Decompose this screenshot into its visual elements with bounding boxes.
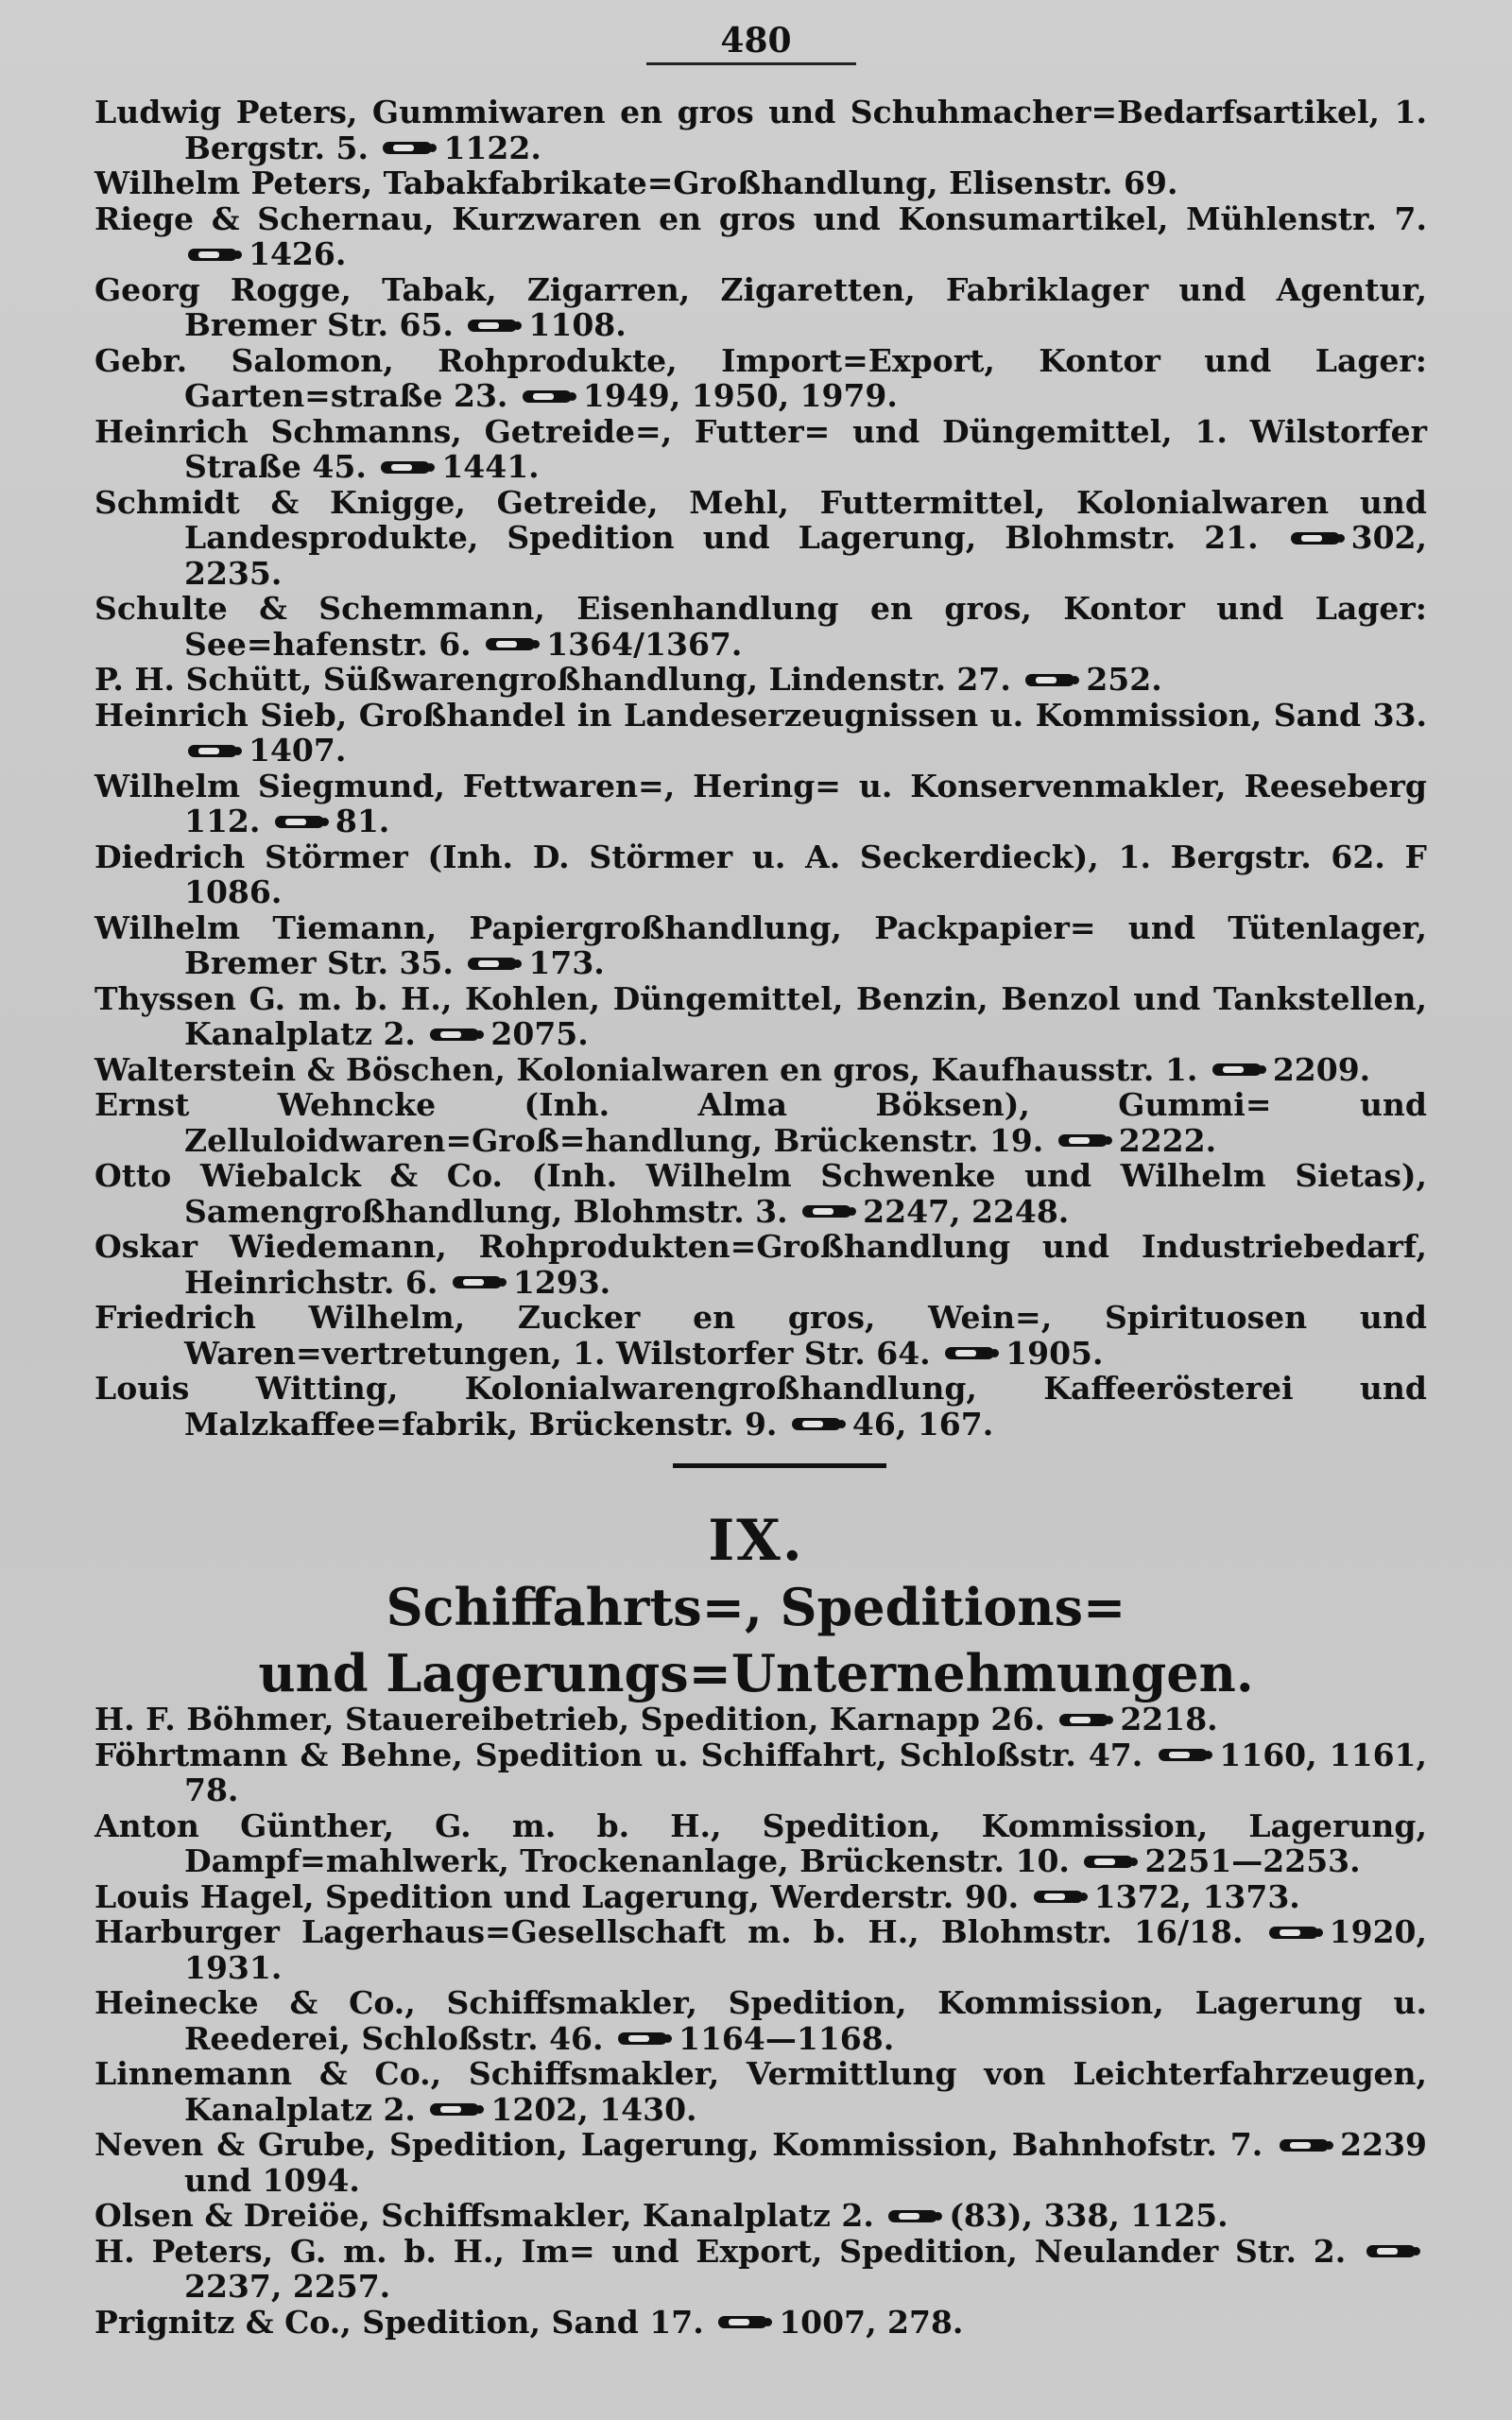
section-divider xyxy=(673,1463,886,1468)
telephone-icon xyxy=(1034,1891,1083,1903)
telephone-icon xyxy=(430,1028,479,1041)
directory-entry xyxy=(94,662,1427,698)
entry-text: Louis Witting, Kolonialwarengroßhandlung, Kaffeerösterei und Malzkaffee=fabrik, Brückenstr. 9. xyxy=(94,1370,1427,1443)
entry-text: Föhrtmann & Behne, Spedition u. Schiffahrt, Schloßstr. 47. xyxy=(94,1736,1143,1773)
business-listing-top xyxy=(94,95,1427,1442)
directory-entry xyxy=(94,201,1427,272)
entry-text: Prignitz & Co., Spedition, Sand 17. xyxy=(94,2303,704,2341)
entry-text: Heinrich Sieb, Großhandel in Landeserzeugnissen u. Kommission, Sand 33. xyxy=(94,696,1427,734)
entry-text: Otto Wiebalck & Co. (Inh. Wilhelm Schwenke und Wilhelm Sietas), Samengroßhandlung, Blohmstr. 3. xyxy=(94,1157,1427,1230)
telephone-icon xyxy=(1291,532,1340,544)
telephone-icon xyxy=(430,2103,479,2116)
directory-entry xyxy=(94,591,1427,662)
directory-entry xyxy=(94,1879,1427,1915)
directory-entry xyxy=(94,1702,1427,1737)
entry-text: H. Peters, G. m. b. H., Im= und Export, Spedition, Neulander Str. 2. xyxy=(94,2232,1347,2270)
telephone-icon xyxy=(1280,2139,1329,2152)
telephone-icon xyxy=(381,461,430,474)
entry-phone: 1426. xyxy=(249,235,347,272)
directory-entry xyxy=(94,1052,1427,1088)
section-title-line-1: Schiffahrts=, Speditions= xyxy=(386,1577,1126,1637)
entry-phone: 2239 und 1094. xyxy=(184,2126,1427,2199)
telephone-icon xyxy=(1269,1927,1318,1939)
entry-text: Ernst Wehncke (Inh. Alma Böksen), Gummi= und Zelluloidwaren=Groß=handlung, Brückenstr. 19. xyxy=(94,1086,1427,1159)
directory-entry xyxy=(94,910,1427,981)
entry-text: Linnemann & Co., Schiffsmakler, Vermittlung von Leichterfahrzeugen, Kanalplatz 2. xyxy=(94,2055,1427,2128)
entry-phone: 1007, 278. xyxy=(779,2303,964,2341)
entry-text: Neven & Grube, Spedition, Lagerung, Kommission, Bahnhofstr. 7. xyxy=(94,2126,1263,2163)
entry-text: Wilhelm Tiemann, Papiergroßhandlung, Packpapier= und Tütenlager, Bremer Str. 35. xyxy=(94,908,1427,981)
directory-entry xyxy=(94,2234,1427,2305)
entry-phone: 1364/1367. xyxy=(546,625,743,663)
entry-phone: 1949, 1950, 1979. xyxy=(582,377,898,414)
telephone-icon xyxy=(468,320,517,332)
entry-text: Heinecke & Co., Schiffsmakler, Spedition, Kommission, Lagerung u. Reederei, Schloßstr. 46. xyxy=(94,1984,1427,2057)
telephone-icon xyxy=(1084,1856,1133,1868)
entry-phone: 1407. xyxy=(249,732,347,769)
directory-entry xyxy=(94,2056,1427,2127)
telephone-icon xyxy=(945,1347,994,1359)
directory-entry xyxy=(94,1985,1427,2056)
entry-text: Georg Rogge, Tabak, Zigarren, Zigaretten, Fabriklager und Agentur, Bremer Str. 65. xyxy=(94,270,1427,343)
directory-entry xyxy=(94,1808,1427,1879)
entry-text: Friedrich Wilhelm, Zucker en gros, Wein=, Spirituosen und Waren=vertretungen, 1. Wilstorfer Str. 64. xyxy=(94,1299,1427,1372)
directory-entry xyxy=(94,414,1427,485)
telephone-icon xyxy=(1366,2245,1416,2257)
telephone-icon xyxy=(1059,1714,1108,1726)
section-title-line-2: und Lagerungs=Unternehmungen. xyxy=(258,1643,1254,1703)
entry-phone: 1920, 1931. xyxy=(184,1913,1427,1986)
directory-entry xyxy=(94,1737,1427,1808)
telephone-icon xyxy=(1212,1063,1262,1076)
directory-entry xyxy=(94,698,1427,769)
entry-phone: 1293. xyxy=(512,1263,611,1301)
directory-entry xyxy=(94,1158,1427,1229)
entry-text: Diedrich Störmer (Inh. D. Störmer u. A. Seckerdieck), 1. Bergstr. 62. F 1086. xyxy=(94,838,1427,910)
entry-phone: 2209. xyxy=(1272,1050,1371,1088)
directory-entry xyxy=(94,1371,1427,1442)
directory-entry xyxy=(94,2305,1427,2341)
entry-text: Thyssen G. m. b. H., Kohlen, Düngemittel, Benzin, Benzol und Tankstellen, Kanalplatz 2. xyxy=(94,979,1427,1052)
directory-entry xyxy=(94,1229,1427,1300)
telephone-icon xyxy=(792,1418,841,1430)
entry-phone: 2222. xyxy=(1118,1121,1217,1159)
entry-text: Riege & Schernau, Kurzwaren en gros und Konsumartikel, Mühlenstr. 7. xyxy=(94,199,1427,237)
entry-phone: 2247, 2248. xyxy=(863,1192,1070,1230)
telephone-icon xyxy=(188,249,237,261)
entry-text: Wilhelm Peters, Tabakfabrikate=Großhandlung, Elisenstr. 69. xyxy=(94,164,1178,201)
directory-entry xyxy=(94,343,1427,414)
entry-text: H. F. Böhmer, Stauereibetrieb, Spedition, Karnapp 26. xyxy=(94,1701,1045,1737)
entry-text: Oskar Wiedemann, Rohprodukten=Großhandlung und Industriebedarf, Heinrichstr. 6. xyxy=(94,1228,1427,1301)
telephone-icon xyxy=(1159,1749,1208,1761)
entry-text: Heinrich Schmanns, Getreide=, Futter= und Düngemittel, 1. Wilstorfer Straße 45. xyxy=(94,412,1427,485)
entry-phone: 1202, 1430. xyxy=(490,2090,697,2128)
telephone-icon xyxy=(718,2316,767,2328)
entry-phone: 173. xyxy=(528,944,605,981)
entry-phone: (83), 338, 1125. xyxy=(949,2197,1228,2234)
telephone-icon xyxy=(1058,1134,1108,1147)
header-rule xyxy=(646,62,856,65)
entry-text: Anton Günther, G. m. b. H., Spedition, Kommission, Lagerung, Dampf=mahlwerk, Trockenanlage, Brückenstr. 10. xyxy=(94,1806,1427,1879)
telephone-icon xyxy=(486,638,535,650)
directory-entry xyxy=(94,95,1427,165)
telephone-icon xyxy=(468,958,517,970)
telephone-icon xyxy=(523,390,572,403)
entry-text: Gebr. Salomon, Rohprodukte, Import=Export, Kontor und Lager: Garten=straße 23. xyxy=(94,341,1427,414)
entry-phone: 1164—1168. xyxy=(679,2019,895,2057)
telephone-icon xyxy=(888,2210,937,2222)
directory-entry xyxy=(94,769,1427,839)
entry-phone: 1905. xyxy=(1005,1334,1104,1372)
entry-text: Louis Hagel, Spedition und Lagerung, Werderstr. 90. xyxy=(94,1877,1020,1915)
directory-entry xyxy=(94,1300,1427,1371)
telephone-icon xyxy=(188,745,237,757)
directory-entry xyxy=(94,165,1427,201)
telephone-icon xyxy=(383,142,432,154)
telephone-icon xyxy=(618,2032,667,2045)
entry-phone: 1160, 1161, 78. xyxy=(184,1736,1427,1808)
telephone-icon xyxy=(453,1276,502,1288)
entry-text: Schulte & Schemmann, Eisenhandlung en gros, Kontor und Lager: See=hafenstr. 6. xyxy=(94,590,1427,663)
entry-phone: 46, 167. xyxy=(851,1405,994,1443)
entry-phone: 1122. xyxy=(443,129,541,166)
entry-phone: 302, 2235. xyxy=(184,519,1427,592)
entry-phone: 2237, 2257. xyxy=(184,2268,391,2305)
entry-text: P. H. Schütt, Süßwarengroßhandlung, Lindenstr. 27. xyxy=(94,661,1011,698)
entry-phone: 1108. xyxy=(528,306,627,343)
telephone-icon xyxy=(275,816,324,828)
entry-text: Walterstein & Böschen, Kolonialwaren en gros, Kaufhausstr. 1. xyxy=(94,1050,1198,1088)
telephone-icon xyxy=(1025,674,1074,686)
entry-text: Wilhelm Siegmund, Fettwaren=, Hering= u. Konservenmakler, Reeseberg 112. xyxy=(94,767,1427,839)
entry-text: Olsen & Dreiöe, Schiffsmakler, Kanalplatz 2. xyxy=(94,2197,874,2234)
directory-entry xyxy=(94,981,1427,1052)
entry-phone: 2075. xyxy=(490,1015,589,1052)
entry-phone: 2218. xyxy=(1120,1701,1218,1737)
entry-phone: 1441. xyxy=(441,448,540,485)
directory-entry xyxy=(94,1914,1427,1985)
entry-phone: 252. xyxy=(1086,661,1162,698)
entry-text: Schmidt & Knigge, Getreide, Mehl, Futtermittel, Kolonialwaren und Landesprodukte, Spedition und Lagerung, Blohmstr. 21. xyxy=(94,483,1427,556)
directory-entry xyxy=(94,272,1427,343)
directory-entry xyxy=(94,1087,1427,1158)
page-number: 480 xyxy=(720,21,792,60)
directory-entry xyxy=(94,2198,1427,2234)
directory-entry xyxy=(94,485,1427,592)
business-listing-bottom xyxy=(94,1702,1427,2340)
entry-phone: 1372, 1373. xyxy=(1093,1877,1300,1915)
section-number: IX. xyxy=(708,1508,804,1574)
directory-entry xyxy=(94,2127,1427,2198)
entry-phone: 2251—2253. xyxy=(1144,1842,1361,1879)
entry-text: Ludwig Peters, Gummiwaren en gros und Schuhmacher=Bedarfsartikel, 1. Bergstr. 5. xyxy=(94,94,1427,166)
entry-text: Harburger Lagerhaus=Gesellschaft m. b. H., Blohmstr. 16/18. xyxy=(94,1913,1244,1950)
telephone-icon xyxy=(802,1205,851,1218)
directory-entry xyxy=(94,839,1427,910)
entry-phone: 81. xyxy=(335,803,390,839)
